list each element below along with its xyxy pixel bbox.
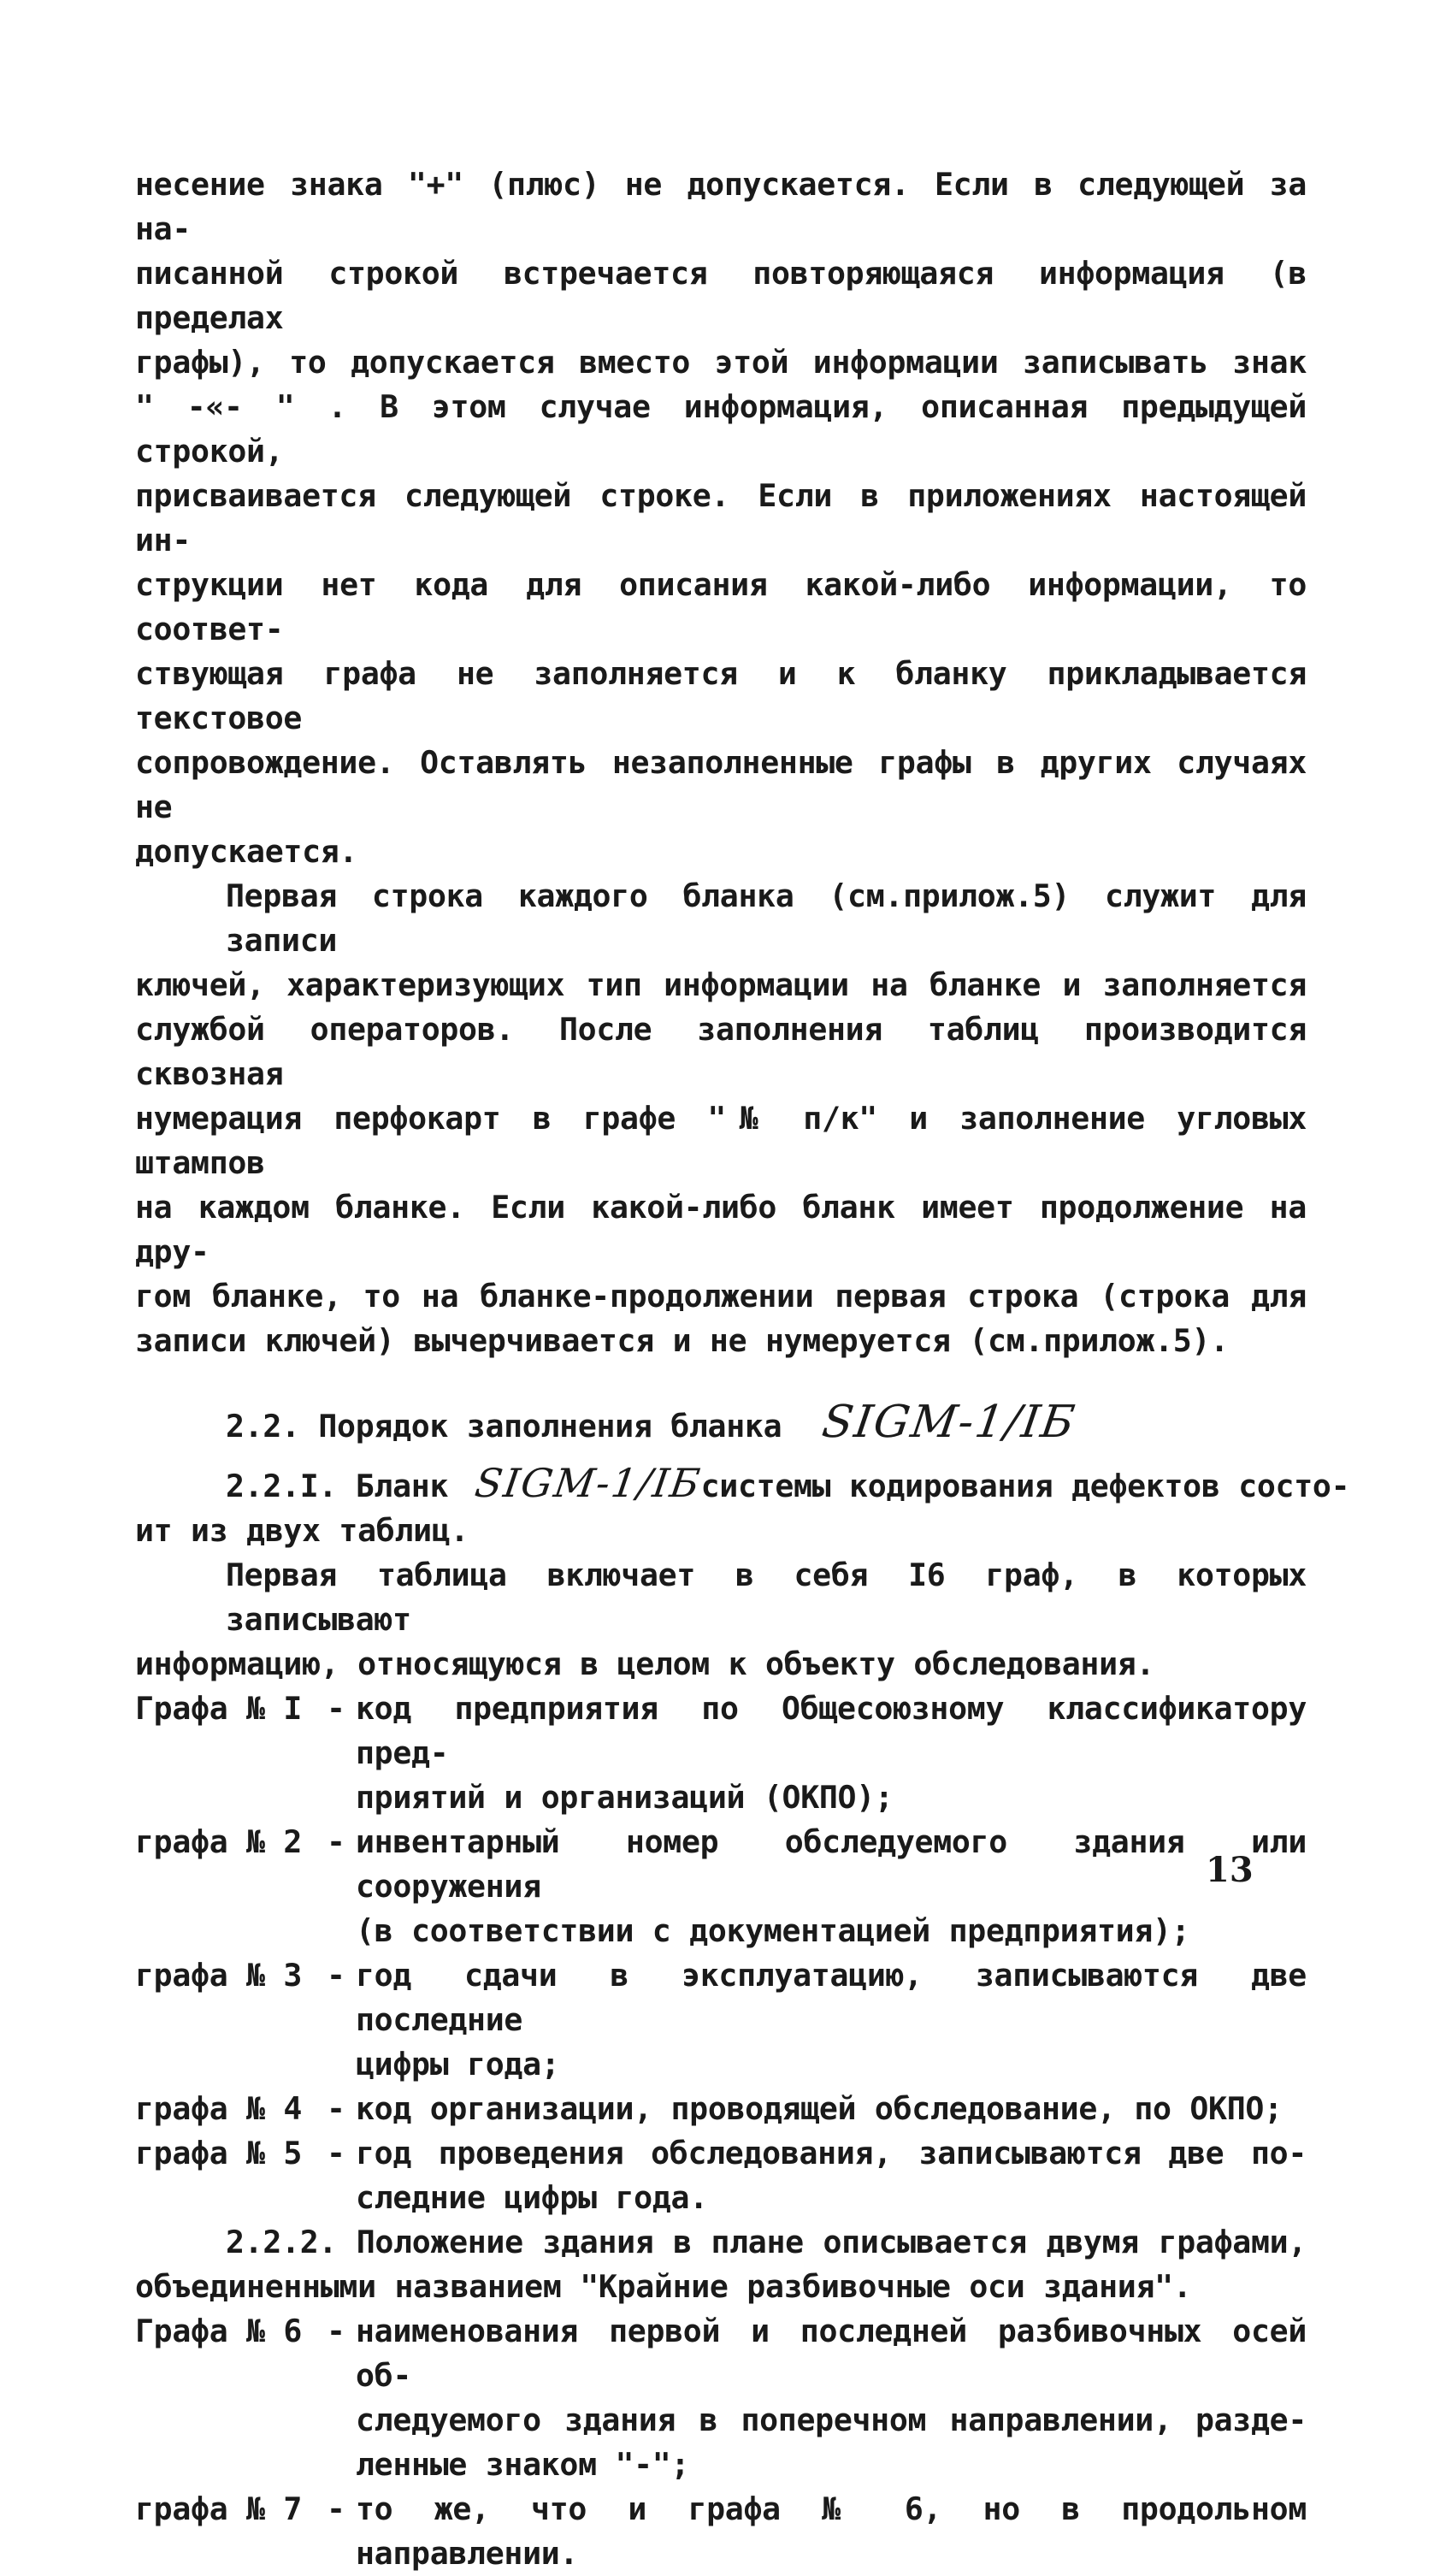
- document-page: [135, 162, 1350, 2576]
- dash: -: [327, 2490, 345, 2527]
- text-line: " -«- " . В этом случае информация, описанная предыдущей строкой,: [135, 388, 1307, 470]
- column-label: графа № 2: [135, 1823, 303, 1860]
- text-line: записи ключей) вычерчивается и не нумеруется (см.прилож.5).: [135, 1322, 1229, 1359]
- text-line: писанной строкой встречается повторяющаяся информация (в пределах: [135, 255, 1307, 336]
- text-line: ит из двух таблиц.: [135, 1512, 469, 1549]
- text-line: нумерация перфокарт в графе "№ п/к" и заполнение угловых штампов: [135, 1100, 1307, 1181]
- section-word: Бланк: [355, 1468, 449, 1504]
- text-line: гом бланке, то на бланке-продолжении первая строка (строка для: [135, 1278, 1307, 1315]
- text-line: информацию, относящуюся в целом к объекту обследования.: [135, 1645, 1155, 1682]
- column-label: Графа № 6: [135, 2313, 303, 2349]
- text-line: год проведения обследования, записываются две по-: [356, 2135, 1307, 2171]
- paragraph-2: [135, 874, 1307, 1363]
- text-line: допускается.: [135, 833, 358, 870]
- column-list-2: [135, 2309, 1307, 2576]
- list-item: [135, 1953, 1307, 2087]
- section-heading-text: 2.2. Порядок заполнения бланка: [226, 1408, 782, 1445]
- list-item: [135, 2487, 1307, 2576]
- text-line: код предприятия по Общесоюзному классификатору пред-: [356, 1690, 1307, 1771]
- column-label: графа № 3: [135, 1957, 303, 1994]
- section-heading-2-2: [226, 1389, 1307, 1456]
- text-line: ствующая графа не заполняется и к бланку прикладывается текстовое: [135, 655, 1307, 736]
- dash: -: [327, 2135, 345, 2171]
- text-line: следние цифры года.: [356, 2179, 708, 2216]
- text-line: (в соответствии с документацией предприятия);: [356, 1912, 1190, 1949]
- text-line: сопровождение. Оставлять незаполненные графы в других случаях не: [135, 744, 1307, 825]
- section-2-2-1: [135, 1460, 1350, 1687]
- column-label: графа № 7: [135, 2490, 303, 2527]
- text-line: инвентарный номер обследуемого здания или сооружения: [356, 1823, 1307, 1905]
- column-label: графа № 4: [135, 2090, 303, 2127]
- handwritten-form-code: SIGM-1/IБ: [472, 1460, 705, 1506]
- text-line: несение знака "+" (плюс) не допускается. Если в следующей за на-: [135, 166, 1307, 247]
- list-item: [135, 1820, 1307, 1953]
- text-line: год сдачи в эксплуатацию, записываются две последние: [356, 1957, 1307, 2038]
- text-line: объединенными названием "Крайние разбивочные оси здания".: [135, 2268, 1192, 2305]
- list-item: [135, 2087, 1307, 2131]
- text-line: код организации, проводящей обследование, по ОКПО;: [356, 2090, 1283, 2127]
- column-label: Графа № I: [135, 1690, 303, 1727]
- list-item: [135, 2309, 1307, 2487]
- text-line: службой операторов. После заполнения таблиц производится сквозная: [135, 1011, 1307, 1092]
- text-line: системы кодирования дефектов состо-: [700, 1468, 1350, 1504]
- text-line: то же, что и графа № 6, но в продольном направлении.: [356, 2490, 1307, 2572]
- text-line: ленные знаком "-";: [356, 2446, 690, 2483]
- text-line: струкции нет кода для описания какой-либо информации, то соответ-: [135, 566, 1307, 647]
- text-line: 2.2.2. Положение здания в плане описывается двумя графами,: [226, 2224, 1307, 2260]
- text-line: Первая таблица включает в себя I6 граф, в которых записывают: [226, 1557, 1307, 1638]
- section-number: 2.2.I.: [226, 1468, 338, 1504]
- dash: -: [327, 1957, 345, 1994]
- section-2-2-2: [135, 2220, 1307, 2309]
- list-item: [135, 2131, 1307, 2220]
- text-line: Первая строка каждого бланка (см.прилож.5) служит для записи: [226, 877, 1307, 959]
- text-line: ключей, характеризующих тип информации на бланке и заполняется: [135, 966, 1307, 1003]
- dash: -: [327, 2313, 345, 2349]
- dash: -: [327, 2090, 345, 2127]
- text-line: наименования первой и последней разбивочных осей об-: [356, 2313, 1307, 2394]
- dash: -: [327, 1823, 345, 1860]
- column-list-1: [135, 1687, 1307, 2220]
- dash: -: [327, 1690, 345, 1727]
- page-number: 13: [1206, 1850, 1254, 1890]
- text-line: графы), то допускается вместо этой информации записывать знак: [135, 344, 1307, 381]
- column-label: графа № 5: [135, 2135, 303, 2171]
- text-line: цифры года;: [356, 2046, 560, 2083]
- text-line: следуемого здания в поперечном направлении, разде-: [356, 2402, 1307, 2438]
- text-line: на каждом бланке. Если какой-либо бланк имеет продолжение на дру-: [135, 1189, 1307, 1270]
- paragraph-1: [135, 162, 1307, 874]
- text-line: присваивается следующей строке. Если в приложениях настоящей ин-: [135, 477, 1307, 558]
- list-item: [135, 1687, 1307, 1820]
- handwritten-form-code: SIGM-1/IБ: [818, 1397, 1080, 1448]
- text-line: приятий и организаций (ОКПО);: [356, 1779, 894, 1816]
